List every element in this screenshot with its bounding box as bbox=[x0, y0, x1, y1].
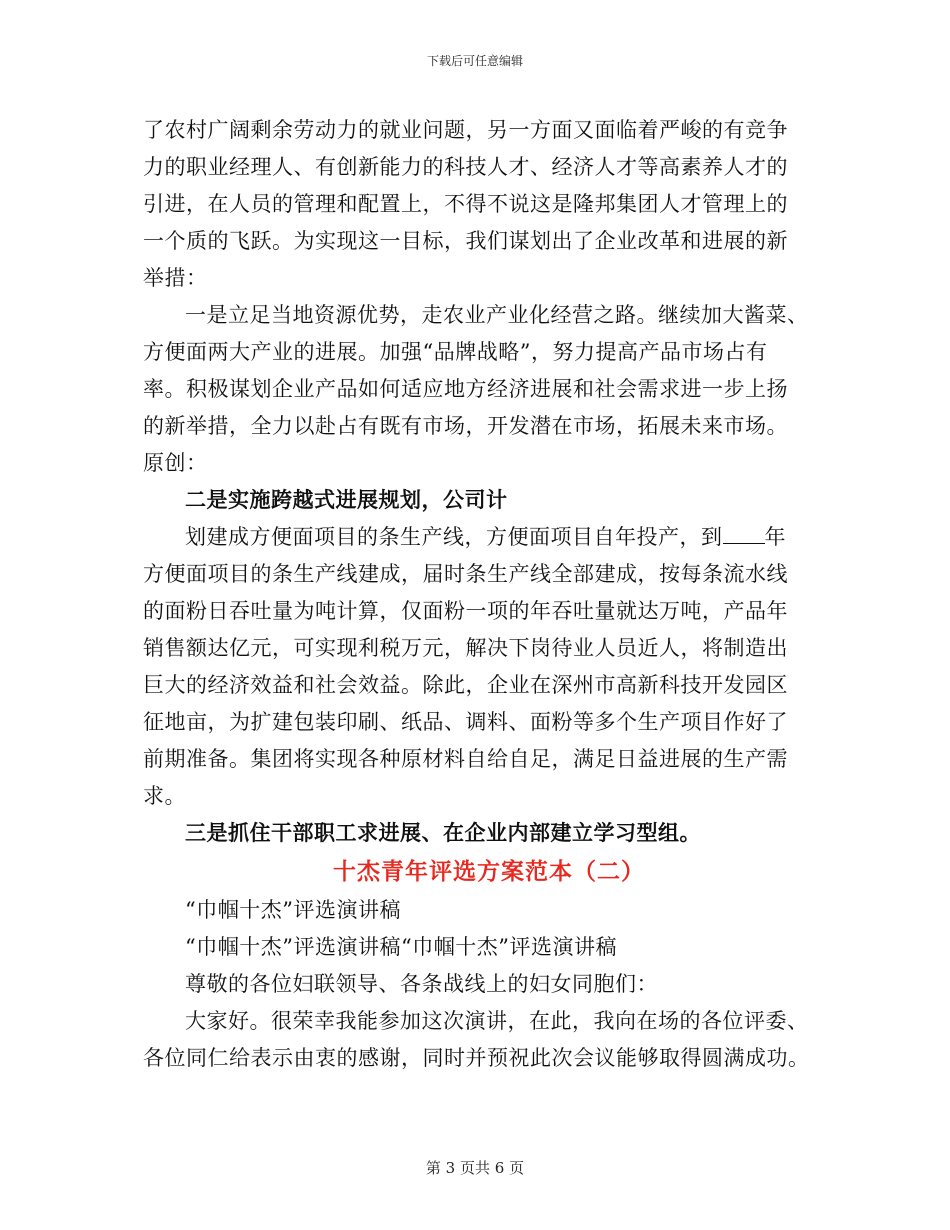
text-line: 力的职业经理人、有创新能力的科技人才、经济人才等高素养人才的 bbox=[143, 155, 788, 179]
text-line: 举措： bbox=[143, 266, 208, 290]
text-line: 尊敬的各位妇联领导、各条战线上的妇女同胞们： bbox=[185, 972, 658, 996]
text-line bbox=[143, 519, 815, 556]
text-line: 销售额达亿元，可实现利税万元，解决下岗待业人员近人，将制造出 bbox=[143, 636, 788, 660]
text-line: 求。 bbox=[143, 784, 186, 808]
text-line: 方便面项目的条生产线建成，届时条生产线全部建成，按每条流水线 bbox=[143, 562, 788, 586]
text-line: 的新举措，全力以赴占有既有市场，开发潜在市场，拓展未来市场。 bbox=[143, 414, 788, 438]
text-line: 了农村广阔剩余劳动力的就业问题，另一方面又面临着严峻的有竞争 bbox=[143, 118, 788, 142]
page-footer: 第 3 页共 6 页 bbox=[425, 1159, 525, 1177]
section-heading: 三是抓住干部职工求进展、在企业内部建立学习型组。 bbox=[185, 821, 701, 845]
text-line: “巾帼十杰”评选演讲稿 bbox=[185, 898, 401, 922]
text-line: 大家好。很荣幸我能参加这次演讲，在此，我向在场的各位评委、 bbox=[185, 1009, 809, 1033]
fill-blank bbox=[723, 525, 765, 544]
section-heading: 二是实施跨越式进展规划，公司计 bbox=[185, 488, 508, 512]
text-line: 原创： bbox=[143, 451, 208, 475]
text-line: 的面粉日吞吐量为吨计算，仅面粉一项的年吞吐量就达万吨，产品年 bbox=[143, 599, 788, 623]
page-header: 下载后可任意编辑 bbox=[426, 54, 523, 68]
text-line: 方便面两大产业的进展。加强“品牌战略”，努力提高产品市场占有 bbox=[143, 340, 768, 364]
document-body bbox=[143, 112, 815, 1077]
text-segment: 划建成方便面项目的条生产线，方便面项目自年投产，到 bbox=[185, 525, 723, 549]
text-line: 前期准备。集团将实现各种原材料自给自足，满足日益进展的生产需 bbox=[143, 747, 788, 771]
text-line: “巾帼十杰”评选演讲稿“巾帼十杰”评选演讲稿 bbox=[185, 935, 617, 959]
text-line: 巨大的经济效益和社会效益。除此，企业在深州市高新科技开发园区 bbox=[143, 673, 788, 697]
text-line: 率。积极谋划企业产品如何适应地方经济进展和社会需求进一步上扬 bbox=[143, 377, 788, 401]
text-line: 一个质的飞跃。为实现这一目标，我们谋划出了企业改革和进展的新 bbox=[143, 229, 788, 253]
section-title: 十杰青年评选方案范本（二） bbox=[333, 859, 645, 885]
text-line: 一是立足当地资源优势，走农业产业化经营之路。继续加大酱菜、 bbox=[185, 303, 809, 327]
text-line: 征地亩，为扩建包装印刷、纸品、调料、面粉等多个生产项目作好了 bbox=[143, 710, 788, 734]
text-segment: 年 bbox=[764, 525, 786, 549]
text-line: 各位同仁给表示由衷的感谢，同时并预祝此次会议能够取得圆满成功。 bbox=[143, 1046, 810, 1070]
text-line: 引进，在人员的管理和配置上，不得不说这是隆邦集团人才管理上的 bbox=[143, 192, 788, 216]
